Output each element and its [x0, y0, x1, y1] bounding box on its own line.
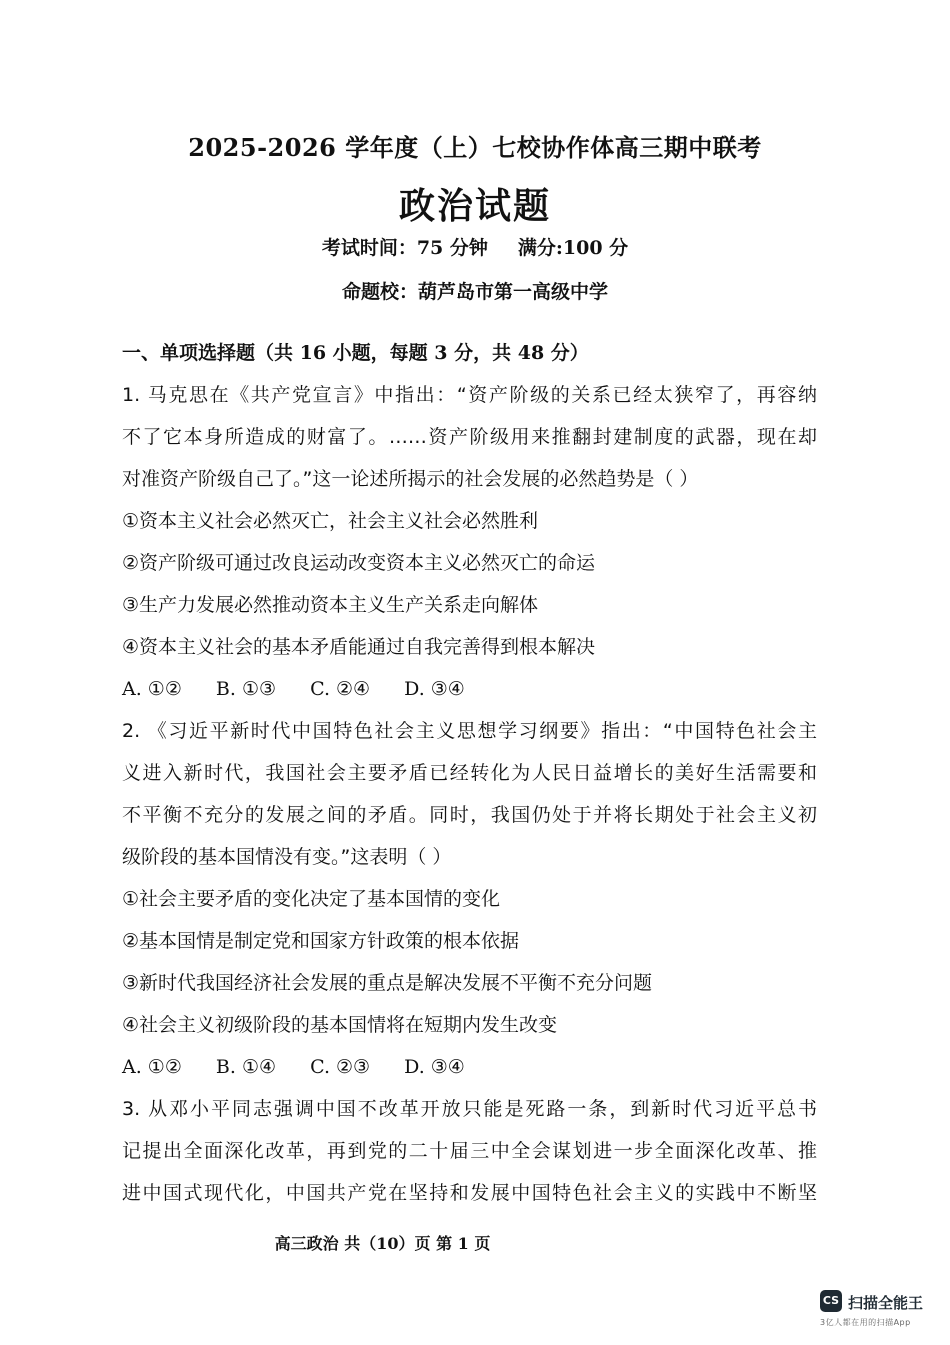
choice-c: C. ②③: [310, 1056, 371, 1078]
question-stem-line: 2. 《习近平新时代中国特色社会主义思想学习纲要》指出：“中国特色社会主: [122, 720, 817, 742]
question-stem-line: 级阶段的基本国情没有变。”这表明（ ）: [122, 846, 452, 868]
question-3: [122, 1094, 817, 1220]
choice-d: D. ③④: [404, 678, 465, 700]
question-1: [122, 380, 817, 716]
exam-time: 考试时间：75 分钟: [321, 237, 488, 259]
question-2: [122, 716, 817, 1094]
statement-option: ④社会主义初级阶段的基本国情将在短期内发生改变: [122, 1014, 558, 1036]
scanner-watermark: [820, 1290, 930, 1330]
choice-a: A. ①②: [122, 678, 182, 700]
choice-a: A. ①②: [122, 1056, 182, 1078]
question-stem-line: 对准资产阶级自己了。”这一论述所揭示的社会发展的必然趋势是（ ）: [122, 468, 699, 490]
statement-option: ③新时代我国经济社会发展的重点是解决发展不平衡不充分问题: [122, 972, 653, 994]
question-stem-line: 1. 马克思在《共产党宣言》中指出：“资产阶级的关系已经太狭窄了，再容纳: [122, 384, 817, 406]
statement-option: ①资本主义社会必然灭亡，社会主义社会必然胜利: [122, 510, 539, 532]
question-stem-line: 不了它本身所造成的财富了。……资产阶级用来推翻封建制度的武器，现在却: [122, 426, 817, 448]
choice-b: B. ①④: [215, 1056, 277, 1078]
setter-school: 命题校：葫芦岛市第一高级中学: [341, 281, 608, 303]
full-score: 满分:100 分: [517, 237, 629, 259]
statement-option: ②基本国情是制定党和国家方针政策的根本依据: [122, 930, 520, 952]
exam-content: [122, 338, 817, 1220]
answer-choices: [122, 674, 817, 716]
subject-title: 政治试题: [398, 185, 551, 227]
question-stem-line: 不平衡不充分的发展之间的矛盾。同时，我国仍处于并将长期处于社会主义初: [122, 804, 817, 826]
question-stem-line: 记提出全面深化改革，再到党的二十届三中全会谋划进一步全面深化改革、推: [122, 1140, 817, 1162]
answer-choices: [122, 1052, 817, 1094]
exam-title: 2025-2026 学年度（上）七校协作体高三期中联考: [188, 133, 762, 162]
page-footer: 高三政治 共（10）页 第 1 页: [274, 1234, 491, 1253]
question-stem-line: 义进入新时代，我国社会主要矛盾已经转化为人民日益增长的美好生活需要和: [122, 762, 817, 784]
statement-option: ①社会主要矛盾的变化决定了基本国情的变化: [122, 888, 501, 910]
question-stem-line: 进中国式现代化，中国共产党在坚持和发展中国特色社会主义的实践中不断坚: [122, 1182, 817, 1204]
camscanner-logo-icon: CS: [820, 1290, 842, 1312]
section-title: 一、单项选择题（共 16 小题，每题 3 分，共 48 分）: [122, 342, 589, 364]
question-stem-line: 3. 从邓小平同志强调中国不改革开放只能是死路一条，到新时代习近平总书: [122, 1098, 817, 1120]
statement-option: ③生产力发展必然推动资本主义生产关系走向解体: [122, 594, 539, 616]
scanner-tagline: 3亿人都在用的扫描App: [820, 1318, 911, 1327]
scanner-app-name: 扫描全能王: [848, 1294, 924, 1312]
exam-meta: [0, 233, 950, 260]
choice-b: B. ①③: [215, 678, 277, 700]
statement-option: ④资本主义社会的基本矛盾能通过自我完善得到根本解决: [122, 636, 596, 658]
choice-c: C. ②④: [310, 678, 371, 700]
statement-option: ②资产阶级可通过改良运动改变资本主义必然灭亡的命运: [122, 552, 596, 574]
choice-d: D. ③④: [404, 1056, 465, 1078]
